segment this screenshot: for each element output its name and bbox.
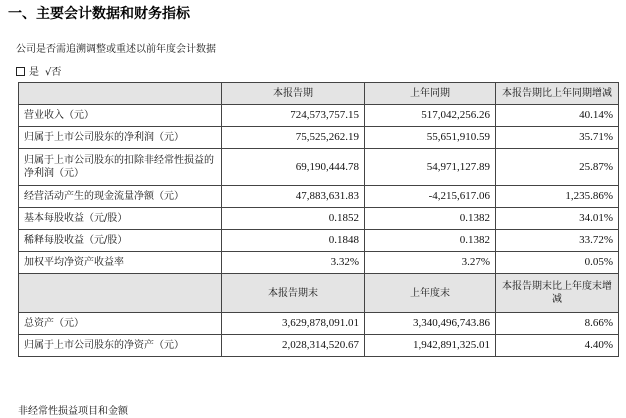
row-label: 归属于上市公司股东的净资产（元） xyxy=(19,335,222,357)
table-row xyxy=(19,186,619,208)
prior-period-value: 54,971,127.89 xyxy=(365,149,496,186)
row-label: 经营活动产生的现金流量净额（元） xyxy=(19,186,222,208)
header-cell: 本报告期 xyxy=(222,83,365,105)
table-row xyxy=(19,149,619,186)
change-value: 1,235.86% xyxy=(496,186,619,208)
change-value: 0.05% xyxy=(496,252,619,274)
change-value: 34.01% xyxy=(496,208,619,230)
row-label: 总资产（元） xyxy=(19,313,222,335)
header-cell: 本报告期末比上年度末增减 xyxy=(496,274,619,313)
table-row xyxy=(19,208,619,230)
change-value: 4.40% xyxy=(496,335,619,357)
table-row xyxy=(19,335,619,357)
current-period-value: 47,883,631.83 xyxy=(222,186,365,208)
header-cell: 本报告期比上年同期增减 xyxy=(496,83,619,105)
change-value: 33.72% xyxy=(496,230,619,252)
change-value: 35.71% xyxy=(496,127,619,149)
row-label: 营业收入（元） xyxy=(19,105,222,127)
check-mark-icon: √ xyxy=(45,67,52,78)
financial-data-table xyxy=(18,82,619,357)
prior-year-end-value: 1,942,891,325.01 xyxy=(365,335,496,357)
non-recurring-items-heading: 非经常性损益项目和金额 xyxy=(18,406,128,417)
section-heading: 一、主要会计数据和财务指标 xyxy=(8,6,190,22)
table-row xyxy=(19,313,619,335)
restatement-question: 公司是否需追溯调整或重述以前年度会计数据 xyxy=(16,44,216,55)
current-period-value: 0.1848 xyxy=(222,230,365,252)
change-value: 25.87% xyxy=(496,149,619,186)
header-cell: 本报告期末 xyxy=(222,274,365,313)
prior-period-value: 55,651,910.59 xyxy=(365,127,496,149)
current-period-value: 69,190,444.78 xyxy=(222,149,365,186)
option-no-label: 否 xyxy=(51,67,62,78)
header-cell xyxy=(19,83,222,105)
table-row xyxy=(19,252,619,274)
table-row xyxy=(19,105,619,127)
row-label: 归属于上市公司股东的净利润（元） xyxy=(19,127,222,149)
current-period-value: 724,573,757.15 xyxy=(222,105,365,127)
change-value: 40.14% xyxy=(496,105,619,127)
table-row xyxy=(19,230,619,252)
change-value: 8.66% xyxy=(496,313,619,335)
period-end-value: 2,028,314,520.67 xyxy=(222,335,365,357)
prior-year-end-value: 3,340,496,743.86 xyxy=(365,313,496,335)
header-cell: 上年同期 xyxy=(365,83,496,105)
period-end-value: 3,629,878,091.01 xyxy=(222,313,365,335)
prior-period-value: 517,042,256.26 xyxy=(365,105,496,127)
table-header-row-period-end xyxy=(19,274,619,313)
row-label: 归属于上市公司股东的扣除非经常性损益的净利润（元） xyxy=(19,149,222,186)
prior-period-value: 0.1382 xyxy=(365,230,496,252)
checkbox-empty-icon xyxy=(16,67,25,76)
header-cell: 上年度末 xyxy=(365,274,496,313)
restatement-options xyxy=(16,63,61,78)
current-period-value: 75,525,262.19 xyxy=(222,127,365,149)
row-label: 基本每股收益（元/股） xyxy=(19,208,222,230)
table-row xyxy=(19,127,619,149)
prior-period-value: -4,215,617.06 xyxy=(365,186,496,208)
option-yes-label: 是 xyxy=(29,67,39,78)
row-label: 加权平均净资产收益率 xyxy=(19,252,222,274)
current-period-value: 0.1852 xyxy=(222,208,365,230)
row-label: 稀释每股收益（元/股） xyxy=(19,230,222,252)
table-header-row xyxy=(19,83,619,105)
prior-period-value: 0.1382 xyxy=(365,208,496,230)
current-period-value: 3.32% xyxy=(222,252,365,274)
header-cell xyxy=(19,274,222,313)
prior-period-value: 3.27% xyxy=(365,252,496,274)
